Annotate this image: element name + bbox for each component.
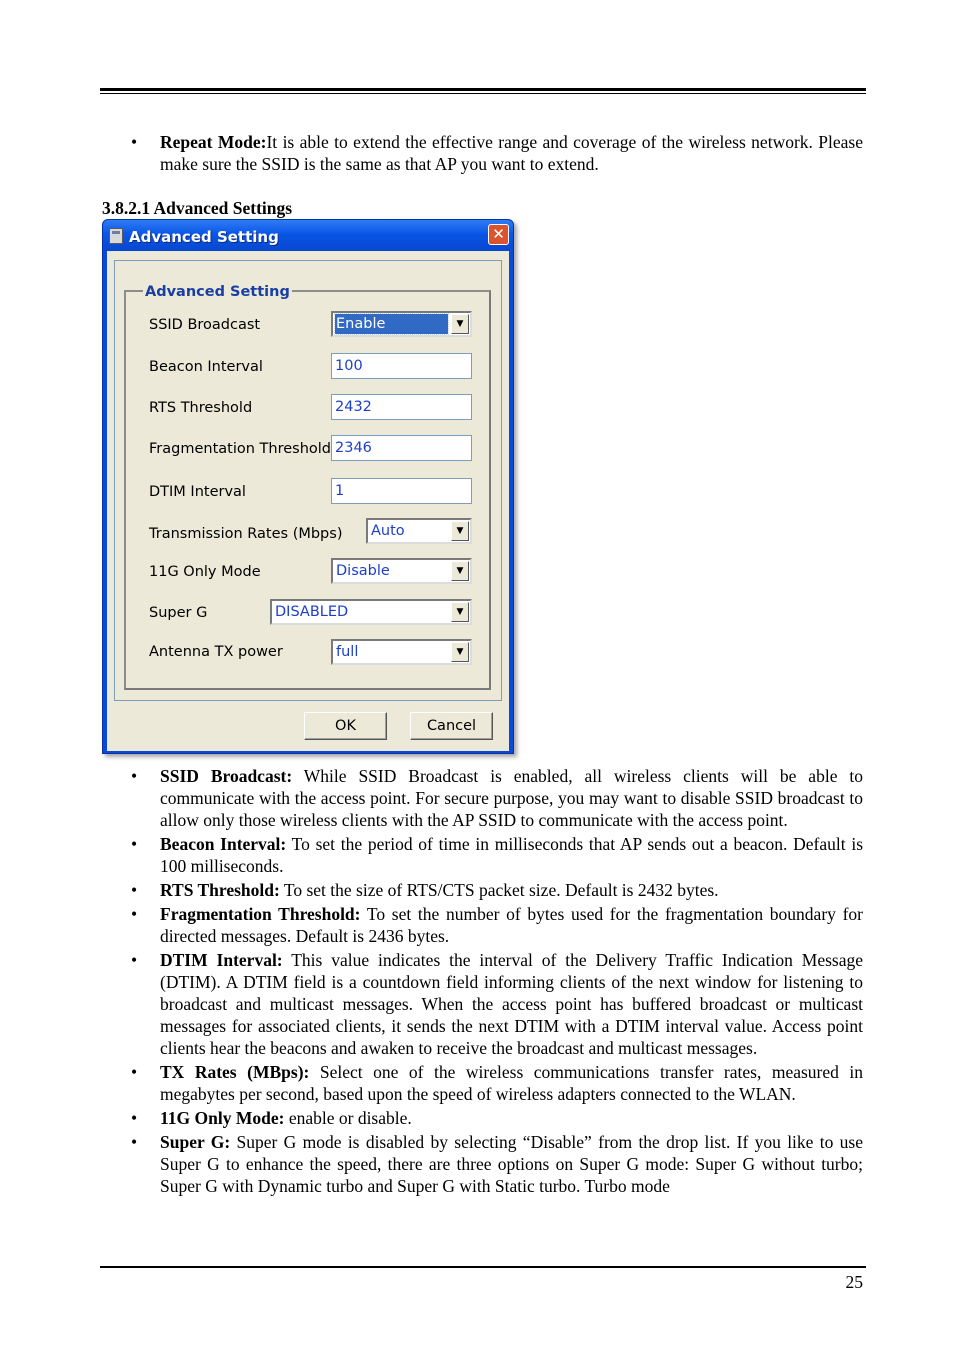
transmission-rates-select[interactable]	[366, 518, 472, 544]
group-title: Advanced Setting	[143, 281, 292, 303]
window-app-icon	[109, 228, 123, 244]
chevron-down-icon[interactable]: ▼	[451, 314, 469, 334]
bullet-term: Beacon Interval:	[160, 834, 287, 854]
intro-list	[0, 131, 954, 175]
bullet-text: Select one of the wireless communications transfer rates, measured in megabytes per second, based upon the speed of wireless adapters connected to the WLAN.	[160, 1062, 864, 1104]
beacon-interval-label: Beacon Interval	[149, 359, 263, 375]
dtim-interval-label: DTIM Interval	[149, 484, 246, 500]
fragmentation-threshold-input[interactable]: 2346	[331, 435, 472, 461]
settings-group	[124, 284, 491, 690]
list-item	[0, 879, 954, 901]
list-item	[0, 765, 954, 831]
bullet-text: enable or disable.	[288, 1108, 412, 1128]
bullet-term: RTS Threshold:	[160, 880, 280, 900]
bullet-term: 11G Only Mode:	[160, 1108, 285, 1128]
transmission-rates-value: Auto	[371, 523, 405, 539]
list-item	[0, 833, 954, 877]
ssid-broadcast-value: Enable	[335, 314, 448, 334]
section-heading: 3.8.2.1 Advanced Settings	[102, 198, 293, 218]
ssid-broadcast-label: SSID Broadcast	[149, 317, 261, 333]
ssid-broadcast-select[interactable]	[331, 311, 472, 337]
bullet-text: It is able to extend the effective range and coverage of the wireless network. Please make sure the SSID is the same as that AP you want to extend.	[160, 132, 864, 174]
ok-button[interactable]: OK	[304, 712, 387, 740]
antenna-tx-power-label: Antenna TX power	[149, 644, 283, 660]
super-g-value: DISABLED	[275, 604, 349, 620]
antenna-tx-power-select[interactable]	[331, 639, 472, 665]
settings-descriptions	[0, 765, 954, 1197]
bullet-term: TX Rates (MBps):	[160, 1062, 310, 1082]
chevron-down-icon[interactable]: ▼	[451, 521, 469, 541]
chevron-down-icon[interactable]: ▼	[451, 561, 469, 581]
super-g-select[interactable]	[270, 599, 472, 625]
rts-threshold-label: RTS Threshold	[149, 400, 253, 416]
close-icon: ✕	[492, 225, 505, 243]
bullet-term: Repeat Mode:	[160, 132, 267, 152]
list-item	[0, 903, 954, 947]
chevron-down-icon[interactable]: ▼	[451, 642, 469, 662]
bullet-term: Fragmentation Threshold:	[160, 904, 361, 924]
rts-threshold-input[interactable]: 2432	[331, 394, 472, 420]
11g-only-mode-label: 11G Only Mode	[149, 564, 261, 580]
11g-only-mode-select[interactable]	[331, 558, 472, 584]
close-button[interactable]	[488, 224, 509, 245]
advanced-setting-dialog	[102, 219, 514, 754]
bullet-text: To set the period of time in milliseconds that AP sends out a beacon. Default is 100 milliseconds.	[160, 834, 864, 876]
beacon-interval-input[interactable]: 100	[331, 353, 472, 379]
bullet-text: This value indicates the interval of the Delivery Traffic Indication Message (DTIM). A DTIM field is a countdown field informing clients of the next window for listening to broadcast and multicast messages. When the access point has buffered broadcast or multicast messages for associated clients, it sends the next DTIM with a DTIM interval value. Access point clients hear the beacons and awaken to receive the broadcast and multicast messages.	[160, 950, 863, 1058]
bullet-term: SSID Broadcast:	[160, 766, 293, 786]
bullet-term: DTIM Interval:	[160, 950, 283, 970]
dtim-interval-input[interactable]: 1	[331, 478, 472, 504]
list-item	[0, 1107, 954, 1129]
11g-only-mode-value: Disable	[336, 563, 390, 579]
cancel-button[interactable]: Cancel	[410, 712, 493, 740]
list-item	[0, 1131, 954, 1197]
bullet-term: Super G:	[160, 1132, 231, 1152]
dialog-body	[107, 251, 509, 751]
dialog-titlebar[interactable]	[103, 220, 513, 251]
page-number: 25	[845, 1272, 863, 1292]
footer-rule	[100, 1266, 866, 1268]
bullet-text: Super G mode is disabled by selecting “Disable” from the drop list. If you like to use Super G to enhance the speed, there are three options on Super G mode: Super G without turbo; Super G with Dynamic turbo and Super G with Static turbo. Turbo mode	[160, 1132, 864, 1196]
dialog-title: Advanced Setting	[129, 228, 279, 246]
list-item	[0, 949, 954, 1059]
bullet-text: To set the size of RTS/CTS packet size. Default is 2432 bytes.	[283, 880, 719, 900]
list-item	[0, 1061, 954, 1105]
fragmentation-threshold-label: Fragmentation Threshold	[149, 441, 331, 457]
list-item	[0, 131, 954, 175]
bullet-text: To set the number of bytes used for the fragmentation boundary for directed messages. Default is 2436 bytes.	[160, 904, 863, 946]
chevron-down-icon[interactable]: ▼	[451, 602, 469, 622]
header-rule-thick	[100, 88, 866, 91]
transmission-rates-label: Transmission Rates (Mbps)	[149, 526, 343, 542]
bullet-text: While SSID Broadcast is enabled, all wireless clients will be able to communicate with the access point. For secure purpose, you may want to disable SSID broadcast to allow only those wireless clients with the AP SSID to communicate with the access point.	[160, 766, 863, 830]
header-rule-thin	[100, 93, 866, 94]
antenna-tx-power-value: full	[336, 644, 359, 660]
super-g-label: Super G	[149, 605, 208, 621]
settings-panel	[114, 260, 502, 701]
